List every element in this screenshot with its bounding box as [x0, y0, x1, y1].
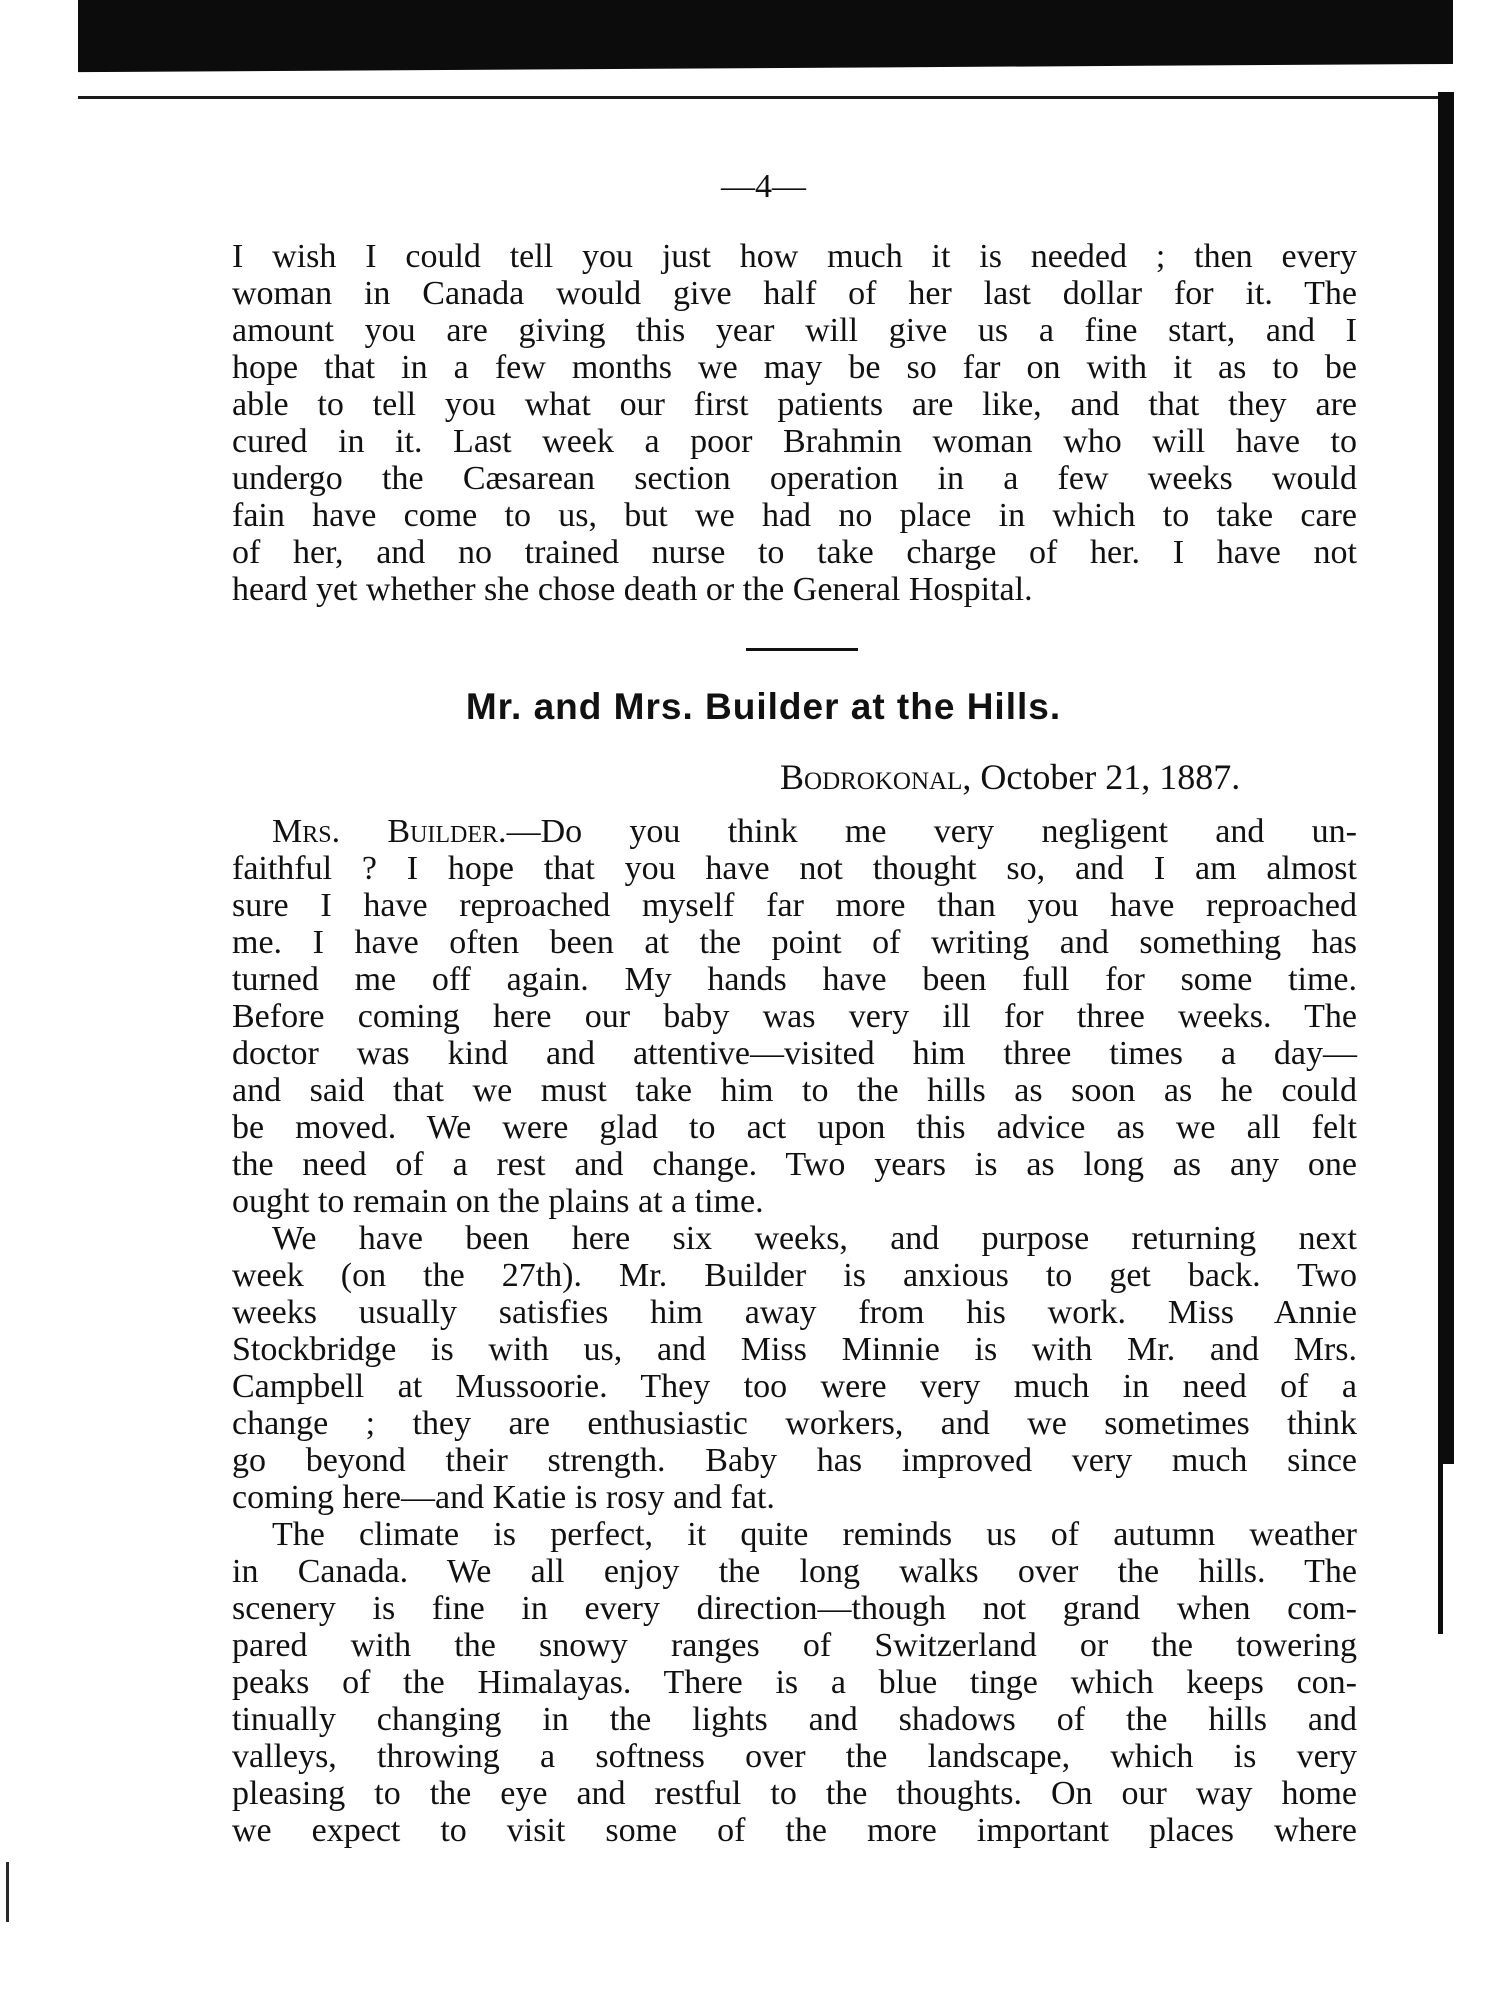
text-line: I wish I could tell you just how much it is needed ; then every: [232, 238, 1357, 275]
text-line: weeks usually satisfies him away from his work. Miss Annie: [232, 1294, 1357, 1331]
text-line: tinually changing in the lights and shadows of the hills and: [232, 1701, 1357, 1738]
article-body: [232, 813, 1357, 1849]
scan-rule-top: [78, 96, 1438, 99]
text-line: Before coming here our baby was very ill for three weeks. The: [232, 998, 1357, 1035]
page-number: —4—: [721, 168, 806, 205]
text-line: change ; they are enthusiastic workers, and we sometimes think: [232, 1405, 1357, 1442]
text-line: turned me off again. My hands have been full for some time.: [232, 961, 1357, 998]
text-line: pared with the snowy ranges of Switzerland or the towering: [232, 1627, 1357, 1664]
text-line: [232, 813, 1357, 850]
text-line: amount you are giving this year will give us a fine start, and I: [232, 312, 1357, 349]
scan-border-right: [1438, 92, 1454, 1464]
section-divider: [746, 648, 858, 651]
text-line: me. I have often been at the point of writing and something has: [232, 924, 1357, 961]
text-line: pleasing to the eye and restful to the thoughts. On our way home: [232, 1775, 1357, 1812]
text-line: woman in Canada would give half of her last dollar for it. The: [232, 275, 1357, 312]
dateline: [780, 756, 1240, 798]
scan-border-top: [78, 0, 1453, 82]
text-line: cured in it. Last week a poor Brahmin woman who will have to: [232, 423, 1357, 460]
salutation: Mrs. Builder.: [272, 813, 507, 850]
text-line: undergo the Cæsarean section operation in a few weeks would: [232, 460, 1357, 497]
text-line: be moved. We were glad to act upon this advice as we all felt: [232, 1109, 1357, 1146]
text-line: ought to remain on the plains at a time.: [232, 1183, 764, 1220]
scan-mark-left: [6, 1862, 9, 1922]
dateline-place: Bodrokonal,: [780, 757, 972, 797]
text-line: scenery is fine in every direction—though not grand when com-: [232, 1590, 1357, 1627]
text-line: week (on the 27th). Mr. Builder is anxious to get back. Two: [232, 1257, 1357, 1294]
text-line: we expect to visit some of the more important places where: [232, 1812, 1357, 1849]
text-line: in Canada. We all enjoy the long walks over the hills. The: [232, 1553, 1357, 1590]
text-line: hope that in a few months we may be so far on with it as to be: [232, 349, 1357, 386]
text-line: valleys, throwing a softness over the landscape, which is very: [232, 1738, 1357, 1775]
text-line: Stockbridge is with us, and Miss Minnie is with Mr. and Mrs.: [232, 1331, 1357, 1368]
intro-text: [232, 238, 1357, 608]
text-line: the need of a rest and change. Two years is as long as any one: [232, 1146, 1357, 1183]
text-line: go beyond their strength. Baby has improved very much since: [232, 1442, 1357, 1479]
intro-paragraph: [232, 238, 1357, 608]
text-line: doctor was kind and attentive—visited him three times a day—: [232, 1035, 1357, 1072]
text-line: and said that we must take him to the hills as soon as he could: [232, 1072, 1357, 1109]
text-line: coming here—and Katie is rosy and fat.: [232, 1479, 775, 1516]
text-line: heard yet whether she chose death or the General Hospital.: [232, 571, 1033, 608]
text-line: sure I have reproached myself far more than you have reproached: [232, 887, 1357, 924]
article-paragraph-1: [232, 813, 1357, 1220]
text-line: Campbell at Mussoorie. They too were very much in need of a: [232, 1368, 1357, 1405]
text-line: fain have come to us, but we had no place in which to take care: [232, 497, 1357, 534]
article-paragraph-3: [232, 1516, 1357, 1849]
text-line: peaks of the Himalayas. There is a blue tinge which keeps con-: [232, 1664, 1357, 1701]
text-line: able to tell you what our first patients are like, and that they are: [232, 386, 1357, 423]
text-line: We have been here six weeks, and purpose returning next: [272, 1220, 1357, 1257]
text-line: faithful ? I hope that you have not thought so, and I am almost: [232, 850, 1357, 887]
article-title: Mr. and Mrs. Builder at the Hills.: [465, 686, 1062, 727]
text-line: The climate is perfect, it quite reminds us of autumn weather: [272, 1516, 1357, 1553]
text-segment: —Do you think me very negligent and un-: [506, 813, 1357, 850]
dateline-date: October 21, 1887.: [980, 757, 1241, 797]
scan-border-right-thin: [1438, 1464, 1443, 1634]
text-line: of her, and no trained nurse to take charge of her. I have not: [232, 534, 1357, 571]
article-paragraph-2: [232, 1220, 1357, 1516]
